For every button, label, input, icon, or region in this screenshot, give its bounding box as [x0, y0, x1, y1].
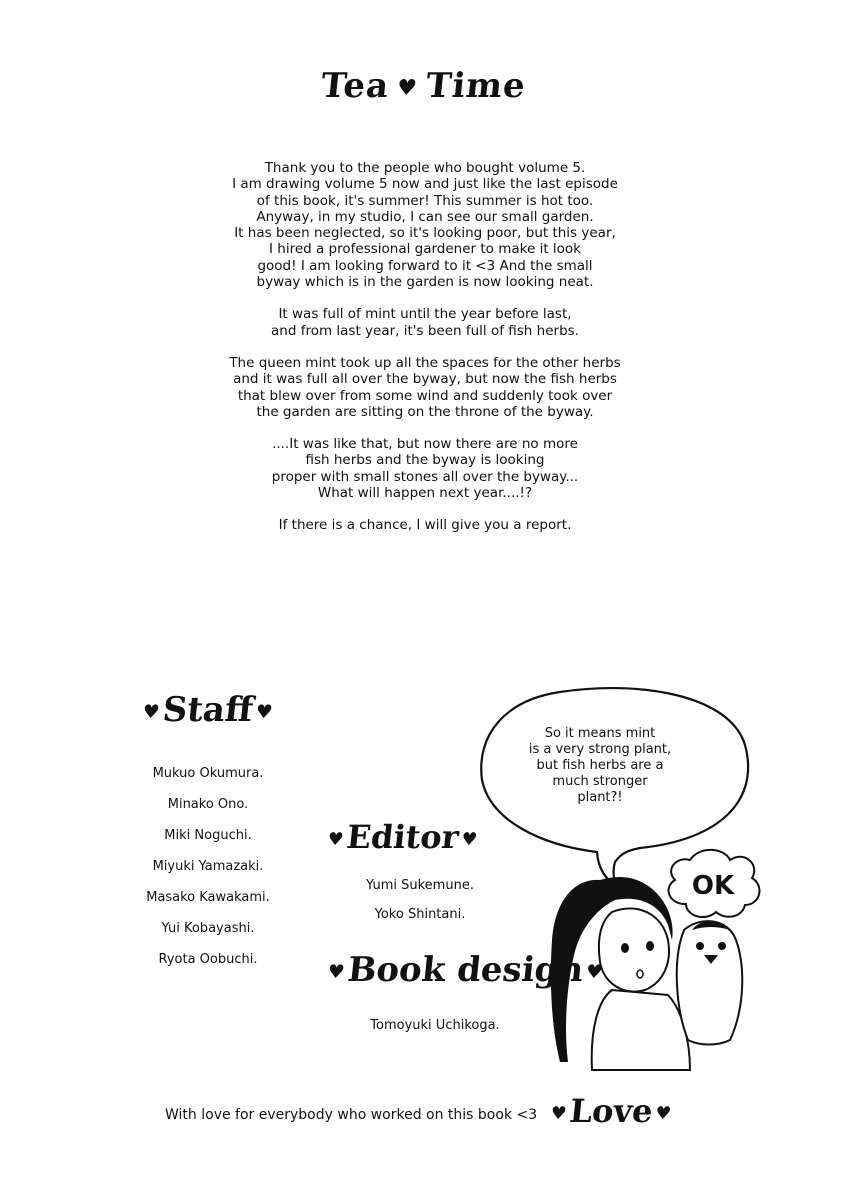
girl-body [592, 990, 690, 1070]
book-design-heading-label: Book design [345, 950, 586, 990]
staff-name: Masako Kawakami. [146, 890, 270, 905]
editor-heading [323, 818, 482, 856]
intro-paragraph: It was full of mint until the year before last, and from last year, it's been full of fish herbs. [271, 306, 579, 339]
book-design-heading [323, 950, 608, 990]
staff-list [118, 766, 298, 983]
ok-bubble [669, 850, 760, 917]
staff-name: Ryota Oobuchi. [158, 952, 258, 967]
heart-icon: ♥ [460, 829, 479, 850]
staff-heading-label: Staff [160, 690, 256, 730]
heart-icon: ♥ [395, 75, 420, 101]
intro-paragraph: Thank you to the people who bought volume 5. I am drawing volume 5 now and just like the last episode of this book, it's summer! This summer is hot too. Anyway, in my studio, I can see our small garden. It has been neglected, so it's looking poor, but this year, I hired a professional gardener to make it look good! I am looking forward to it <3 And the small byway which is in the garden is now looking neat. [232, 160, 618, 291]
girl-eye-right [646, 941, 654, 951]
heart-icon: ♥ [584, 961, 604, 983]
girl-eye-left [621, 943, 629, 953]
staff-heading [138, 690, 278, 730]
speech-bubble-text: So it means mint is a very strong plant, but fish herbs are a much stronger plant?! [528, 726, 672, 805]
heart-icon: ♥ [254, 701, 274, 723]
staff-name: Yui Kobayashi. [161, 921, 255, 936]
staff-name: Miyuki Yamazaki. [152, 859, 264, 874]
intro-paragraph: The queen mint took up all the spaces for the other herbs and it was full all over the byway, but now the fish herbs that blew over from some wind and suddenly took over the garden are sitting on the throne of the byway. [229, 354, 621, 420]
girl-face [599, 908, 669, 991]
puppet-eye-left [696, 942, 704, 950]
heart-icon: ♥ [326, 829, 345, 850]
editor-name: Yumi Sukemune. [366, 878, 474, 893]
heart-icon: ♥ [654, 1103, 673, 1124]
page-title [0, 66, 847, 106]
heart-icon: ♥ [326, 961, 346, 983]
staff-name: Minako Ono. [167, 797, 249, 812]
staff-name: Mukuo Okumura. [152, 766, 264, 781]
ok-text: OK [691, 871, 735, 901]
editor-heading-label: Editor [344, 818, 461, 856]
intro-paragraph: If there is a chance, I will give you a report. [278, 517, 572, 534]
puppet-eye-right [718, 942, 726, 950]
intro-text [180, 160, 670, 550]
editor-list [345, 878, 495, 936]
puppet [677, 921, 742, 1044]
heart-icon: ♥ [141, 701, 161, 723]
footer-text: With love for everybody who worked on this book <3 [165, 1107, 538, 1123]
title-right: Time [423, 66, 528, 106]
love-heading-label: Love [567, 1092, 655, 1130]
editor-name: Yoko Shintani. [374, 907, 466, 922]
title-left: Tea [319, 66, 392, 106]
heart-icon: ♥ [549, 1103, 568, 1124]
intro-paragraph: ....It was like that, but now there are no more fish herbs and the byway is looking proper with small stones all over the byway... What will happen next year....!? [271, 436, 579, 502]
love-heading [546, 1092, 676, 1130]
book-design-name: Tomoyuki Uchikoga. [370, 1018, 500, 1033]
staff-name: Miki Noguchi. [164, 828, 252, 843]
